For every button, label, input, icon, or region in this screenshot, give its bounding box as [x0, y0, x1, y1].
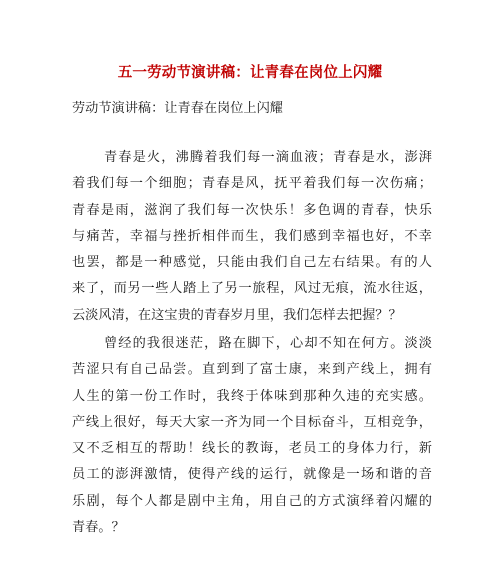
paragraph-line: 也罢，都是一种感觉，只能由我们自己左右结果。有的人: [72, 255, 432, 271]
paragraph-line: 着我们每一个细胞；青春是风，抚平着我们每一次伤痛；: [72, 176, 432, 192]
paragraph-line: 来了，而另一些人踏上了另一旅程，风过无痕，流水往返，: [72, 281, 432, 297]
paragraph-line: 苦涩只有自己品尝。直到到了富士康，来到产线上，拥有: [72, 362, 432, 378]
paragraph-line: 青春。？: [72, 520, 125, 536]
paragraph-line: 云淡风清，在这宝贵的青春岁月里，我们怎样去把握？？: [72, 307, 402, 323]
paragraph-line: 与痛苦，幸福与挫折相伴而生，我们感到幸福也好，不幸: [72, 228, 432, 244]
paragraph: [72, 145, 432, 329]
paragraph-line: 人生的第一份工作时，我终于体味到那种久违的充实感。: [72, 388, 432, 404]
paragraph: [72, 331, 432, 541]
paragraph-line: 产线上很好，每天大家一齐为同一个目标奋斗，互相竞争，: [72, 414, 432, 430]
paragraph-line: 青春是火，沸腾着我们每一滴血液；青春是水，澎湃: [104, 150, 432, 165]
paragraph-line: 员工的澎湃激情，使得产线的运行，就像是一场和谐的音: [72, 467, 432, 483]
document-subtitle: 劳动节演讲稿：让青春在岗位上闪耀: [72, 101, 283, 116]
document-title: 五一劳动节演讲稿：让青春在岗位上闪耀: [117, 65, 383, 81]
paragraph-line: 青春是雨，滋润了我们每一次快乐！多色调的青春，快乐: [72, 202, 432, 218]
paragraph-line: 乐剧，每个人都是剧中主角，用自己的方式演绎着闪耀的: [72, 493, 432, 509]
paragraph-line: 又不乏相互的帮助！线长的教诲，老员工的身体力行，新: [72, 441, 432, 457]
paragraph-line: 曾经的我很迷茫，路在脚下，心却不知在何方。淡淡: [104, 336, 432, 351]
